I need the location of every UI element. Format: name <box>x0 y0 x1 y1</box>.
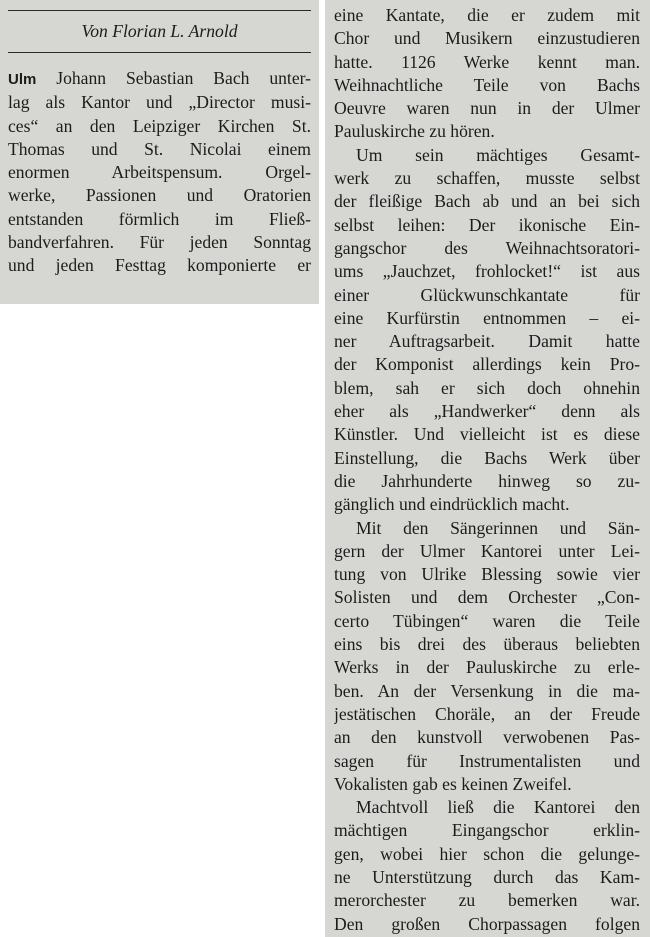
text-line: werke, Passionen und Oratorien <box>8 185 311 206</box>
article-paragraph <box>334 517 640 797</box>
text-line: Thomas und St. Nicolai einem <box>8 138 311 159</box>
text-line: certo Tübingen“ waren die Teile <box>334 610 640 631</box>
text-line: Um sein mächtiges Gesamt- <box>356 144 640 165</box>
text-line: sagen für Instrumentalisten und <box>334 750 640 771</box>
text-line: Weihnachtliche Teile von Bachs <box>334 74 640 95</box>
text-line: eins bis drei des überaus beliebten <box>334 634 640 655</box>
text-line: jestätischen Choräle, an der Freude <box>334 703 640 724</box>
dateline: Ulm <box>8 71 37 88</box>
text-line: Künstler. Und vielleicht ist es diese <box>334 424 640 445</box>
text-line: einer Glückwunschkantate für <box>334 284 640 305</box>
article-paragraph <box>334 796 640 936</box>
text-line: tung von Ulrike Blessing sowie vier <box>334 564 640 585</box>
text-line: selbst leihen: Der ikonische Ein- <box>334 214 640 235</box>
text-line: Mit den Sängerinnen und Sän- <box>356 517 640 538</box>
text-line: eine Kurfürstin entnommen – ei- <box>334 307 640 328</box>
right-column <box>325 0 650 937</box>
text-line: und jeden Festtag komponierte er <box>8 255 311 276</box>
left-column <box>0 0 319 304</box>
text-line: mächtigen Eingangschor erklin- <box>334 820 640 841</box>
byline-bottom-rule <box>8 52 311 53</box>
text-line: gen, wobei hier schon die gelunge- <box>334 843 640 864</box>
text-line: gangschor des Weihnachtsoratori- <box>334 237 640 258</box>
text-line: Vokalisten gab es keinen Zweifel. <box>334 773 572 794</box>
text-line: eher als „Handwerker“ denn als <box>334 401 640 422</box>
text-line: bandverfahren. Für jeden Sonntag <box>8 232 311 253</box>
text-line: Oeuvre waren nun in der Ulmer <box>334 98 640 119</box>
byline: Von Florian L. Arnold <box>81 21 238 41</box>
text-line: ums „Jauchzet, frohlocket!“ ist aus <box>334 261 640 282</box>
text-line: blem, sah er sich doch ohnehin <box>334 377 640 398</box>
text-line: ces“ an den Leipziger Kirchen St. <box>8 115 311 136</box>
text-line: Chor und Musikern einzustudieren <box>334 28 640 49</box>
text-line-rest: Johann Sebastian Bach unter- <box>36 68 311 88</box>
text-line: die Jahrhunderte hinweg so zu- <box>334 470 640 491</box>
text-line: der Komponist allerdings kein Pro- <box>334 354 640 375</box>
text-line: merorchester zu bemerken war. <box>334 890 640 911</box>
text-line: Solisten und dem Orchester „Con- <box>334 587 640 608</box>
text-line <box>8 67 311 91</box>
text-line: Machtvoll ließ die Kantorei den <box>356 797 640 818</box>
byline-top-rule <box>8 10 311 11</box>
article-paragraph <box>334 4 640 144</box>
article-paragraph <box>334 144 640 517</box>
text-line: eine Kantate, die er zudem mit <box>334 5 640 25</box>
text-line: Den großen Chorpassagen folgen <box>334 913 640 934</box>
text-line: Werks in der Pauluskirche zu erle- <box>334 657 640 678</box>
text-line: gern der Ulmer Kantorei unter Lei- <box>334 540 640 561</box>
text-line: Einstellung, die Bachs Werk über <box>334 447 640 468</box>
text-line: ner Auftragsarbeit. Damit hatte <box>334 331 640 352</box>
text-line: werk zu schaffen, musste selbst <box>334 168 640 189</box>
text-line: entstanden förmlich im Fließ- <box>8 208 311 229</box>
text-line: gänglich und eindrücklich macht. <box>334 494 570 515</box>
text-line: hatte. 1126 Werke kennt man. <box>334 51 640 72</box>
text-line: lag als Kantor und „Director musi- <box>8 92 311 113</box>
article-intro-paragraph <box>8 67 311 278</box>
text-line: Pauluskirche zu hören. <box>334 121 495 142</box>
text-line: der fleißige Bach ab und an bei sich <box>334 191 640 212</box>
text-line: enormen Arbeitspensum. Orgel- <box>8 162 311 183</box>
text-line: ne Unterstützung durch das Kam- <box>334 866 640 887</box>
text-line: an den kunstvoll verwobenen Pas- <box>334 727 640 748</box>
text-line: ben. An der Versenkung in die ma- <box>334 680 640 701</box>
